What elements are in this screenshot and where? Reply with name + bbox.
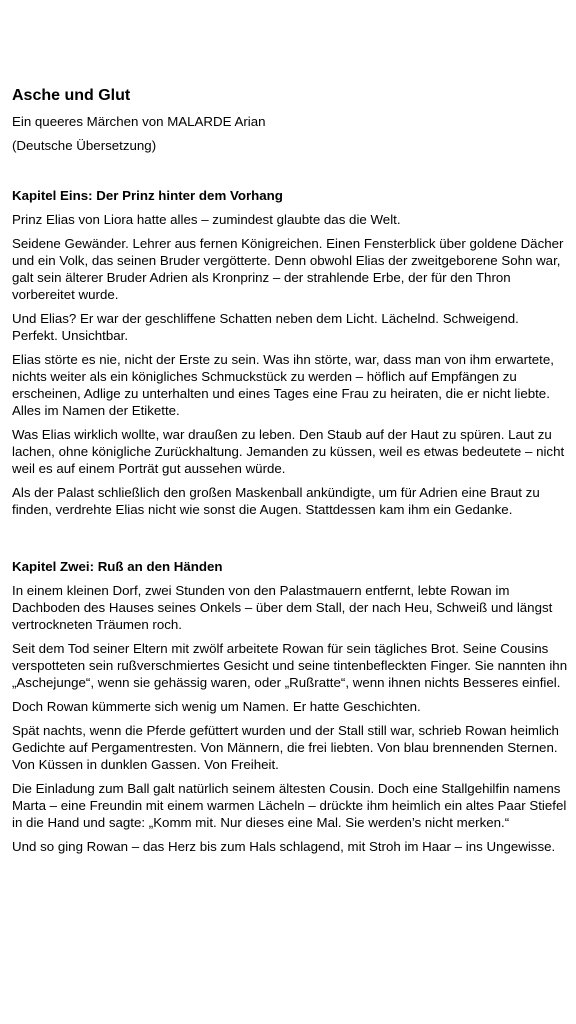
paragraph: Prinz Elias von Liora hatte alles – zumindest glaubte das die Welt. [12, 212, 401, 227]
paragraph: Und Elias? Er war der geschliffene Schatten neben dem Licht. Lächelnd. Schweigend. Perfekt. Unsichtbar. [12, 311, 519, 343]
chapter-heading: Kapitel Eins: Der Prinz hinter dem Vorhang [12, 188, 283, 203]
translation-note: (Deutsche Übersetzung) [12, 138, 157, 153]
document-page [12, 86, 568, 862]
paragraph: Als der Palast schließlich den großen Maskenball ankündigte, um für Adrien eine Braut zu finden, verdrehte Elias nicht wie sonst die Augen. Stattdessen kam ihm ein Gedanke. [12, 485, 540, 517]
paragraph: Was Elias wirklich wollte, war draußen zu leben. Den Staub auf der Haut zu spüren. Laut zu lachen, ohne königliche Zurückhaltung. Jemanden zu küssen, weil es etwas bedeutete – nicht weil es auf einem Porträt gut aussehen würde. [12, 427, 565, 476]
document-subtitle: Ein queeres Märchen von MALARDE Arian [12, 114, 266, 129]
spacer [12, 525, 568, 558]
document-title: Asche und Glut [12, 87, 131, 104]
paragraph: Doch Rowan kümmerte sich wenig um Namen. Er hatte Geschichten. [12, 699, 421, 714]
paragraph: Die Einladung zum Ball galt natürlich seinem ältesten Cousin. Doch eine Stallgehilfin namens Marta – eine Freundin mit einem warmen Lächeln – drückte ihm heimlich ein altes Paar Stiefel in die Hand und sagte: „Komm mit. Nur dieses eine Mal. Sie werden’s nicht merken.“ [12, 781, 567, 830]
chapter-one [12, 187, 568, 518]
paragraph: Seit dem Tod seiner Eltern mit zwölf arbeitete Rowan für sein tägliches Brot. Seine Cousins verspotteten sein rußverschmiertes Gesicht und seine tintenbefleckten Finger. Sie nannten ihn „Aschejunge“, wenn sie gehässig waren, oder „Rußratte“, wenn ihnen nichts Besseres einfiel. [12, 641, 568, 690]
paragraph: Seidene Gewänder. Lehrer aus fernen Königreichen. Einen Fensterblick über goldene Dächer und ein Volk, das seinen Bruder vergötterte. Denn obwohl Elias der zweitgeborene Sohn war, galt sein älterer Bruder Adrien als Kronprinz – der strahlende Erbe, der für den Thron vorbereitet wurde. [12, 236, 564, 302]
paragraph: In einem kleinen Dorf, zwei Stunden von den Palastmauern entfernt, lebte Rowan im Dachboden des Hauses seines Onkels – über dem Stall, der nach Heu, Schweiß und längst vertrockneten Träumen roch. [12, 583, 553, 632]
paragraph: Spät nachts, wenn die Pferde gefüttert wurden und der Stall still war, schrieb Rowan heimlich Gedichte auf Pergamentresten. Von Männern, die frei liebten. Von blau brennenden Sternen. Von Küssen in dunklen Gassen. Von Freiheit. [12, 723, 559, 772]
spacer [12, 161, 568, 187]
chapter-heading: Kapitel Zwei: Ruß an den Händen [12, 559, 223, 574]
paragraph: Elias störte es nie, nicht der Erste zu sein. Was ihn störte, war, dass man von ihm erwartete, nichts weiter als ein königliches Schmuckstück zu werden – höflich auf Empfängen zu erscheinen, Adlige zu unterhalten und eines Tages eine Frau zu heiraten, die er nicht liebte. Alles im Namen der Etikette. [12, 352, 554, 418]
paragraph: Und so ging Rowan – das Herz bis zum Hals schlagend, mit Stroh im Haar – ins Ungewisse. [12, 839, 556, 854]
chapter-two [12, 558, 568, 855]
